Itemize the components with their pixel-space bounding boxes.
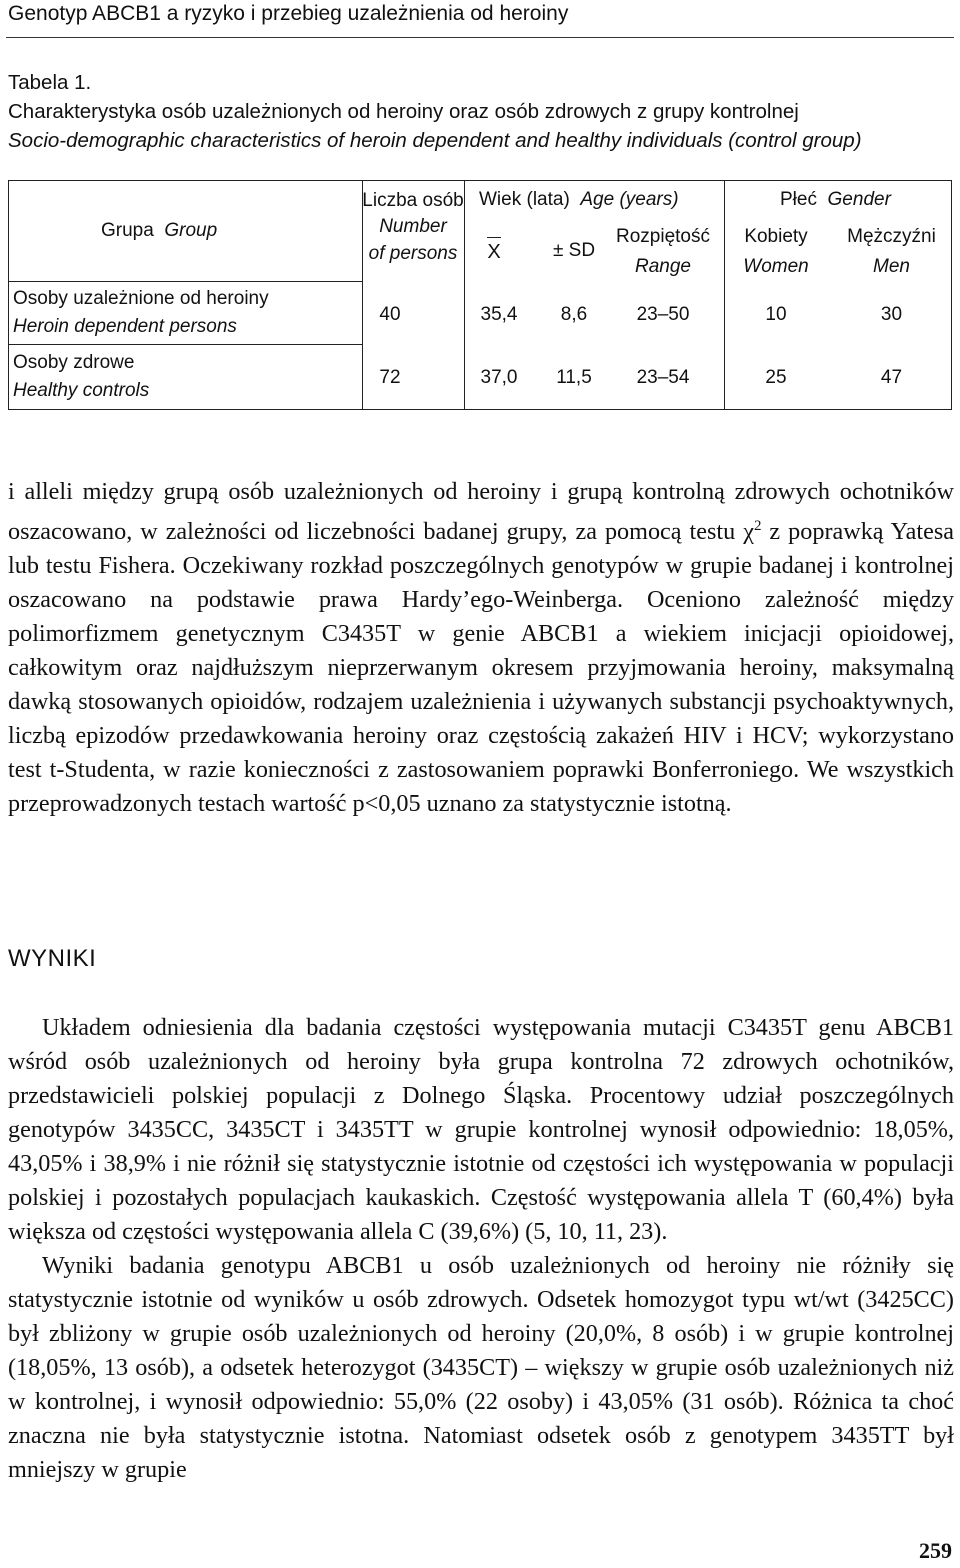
chi-square-symbol: χ (743, 518, 754, 546)
section-heading-results: WYNIKI (8, 945, 97, 972)
row-sd: 11,5 (556, 367, 592, 388)
methods-paragraph: i alleli między grupą osób uzależnionych od heroiny i grupą kontrolną zdrowych ochotników oszacowano, w zależności od liczebności badanej grupy, za pomocą testu $\chi^2$ z poprawką Yatesa lub testu Fishera. Oczekiwany rozkład poszczególnych genotypów w grupie badanej i kontrolnej oszacowano na podstawie prawa Hardy’ego-Weinberga. Oceniono zależność między polimorfizmem genetycznym C3435T w genie ABCB1 a wiekiem inicjacji opioidowej, całkowitym oraz najdłuższym nieprzerwanym okresem przyjmowania heroiny, maksymalną dawką stosowanych opioidów, rodzajem uzależnienia i używanych substancji psychoaktywnych, liczbą epizodów przedawkowania heroiny oraz częstością zakażeń HIV i HCV; wykorzystano test t-Studenta, w razie konieczności z zastosowaniem poprawki Bonferroniego. We wszystkich przeprowadzonych testach wartość p<0,05 uznano za statystycznie istotną. (8, 478, 955, 818)
header-sd: ± SD (552, 240, 596, 261)
row-range: 23–54 (636, 367, 690, 388)
page-number: 259 (919, 1538, 952, 1563)
row-group-label: Osoby zdrowe Healthy controls (13, 352, 150, 401)
table-caption (8, 68, 862, 155)
header-women: Kobiety Women (743, 226, 809, 277)
running-head: Genotyp ABCB1 a ryzyko i przebieg uzależnienia od heroiny (8, 2, 569, 25)
table-col-divider (724, 181, 725, 409)
results-text (8, 1011, 954, 1487)
row-women: 25 (765, 367, 787, 388)
row-men: 47 (880, 367, 903, 388)
row-mean: 37,0 (480, 367, 518, 388)
table-row-divider (9, 344, 362, 345)
row-sd: 8,6 (560, 304, 588, 325)
header-age: Wiek (lata) Age (years) (479, 189, 679, 210)
table-caption-pl: Charakterystyka osób uzależnionych od heroiny oraz osób zdrowych z grupy kontrolnej (8, 100, 799, 123)
header-group: Grupa Group (101, 220, 218, 241)
header-mean: X (464, 237, 524, 267)
table-1 (8, 180, 952, 410)
table-caption-en: Socio-demographic characteristics of heroin dependent and healthy individuals (control group) (8, 129, 862, 152)
row-group-label: Osoby uzależnione od heroiny Heroin dependent persons (13, 288, 269, 337)
row-men: 30 (880, 304, 903, 325)
table-label: Tabela 1. (8, 71, 92, 94)
row-mean: 35,4 (480, 304, 518, 325)
table-row-divider (9, 281, 362, 282)
header-range: Rozpiętość Range (616, 226, 710, 277)
header-rule (6, 37, 954, 38)
header-men: Mężczyźni Men (847, 226, 936, 277)
row-range: 23–50 (636, 304, 690, 325)
results-paragraph-1: Układem odniesienia dla badania częstości występowania mutacji C3435T genu ABCB1 wśród osób uzależnionych od heroiny była grupa kontrolna 72 zdrowych ochotników, przedstawicieli polskiej populacji z Dolnego Śląska. Procentowy udział poszczególnych genotypów 3435CC, 3435CT i 3435TT w grupie kontrolnej wynosił odpowiednio: 18,05%, 43,05% i 38,9% i nie różnił się statystycznie istotnie od częstości ich występowania w populacji polskiej i pozostałych populacjach kaukaskich. Częstość występowania allela T (60,4%) była większa od częstości występowania allela C (39,6%) (5, 10, 11, 23). (8, 1014, 954, 1245)
row-count: 40 (379, 304, 401, 325)
header-gender: Płeć Gender (780, 189, 891, 210)
row-women: 10 (765, 304, 787, 325)
header-count: Liczba osób Number of persons (362, 190, 464, 264)
results-paragraph-2: Wyniki badania genotypu ABCB1 u osób uzależnionych od heroiny nie różniły się statystycznie istotnie od wyników u osób zdrowych. Odsetek homozygot typu wt/wt (3425CC) był zbliżony w grupie osób uzależnionych od heroiny (20,0%, 8 osób) i w grupie kontrolnej (18,05%, 13 osób), a odsetek heterozygot (3435CT) – większy w grupie osób uzależnionych niż w kontrolnej, i wynosił odpowiednio: 55,0% (22 osoby) i 43,05% (31 osób). Różnica ta choć znaczna nie była statystycznie istotna. Natomiast odsetek osób z genotypem 3435TT był mniejszy w grupie (8, 1252, 954, 1483)
row-count: 72 (379, 367, 401, 388)
